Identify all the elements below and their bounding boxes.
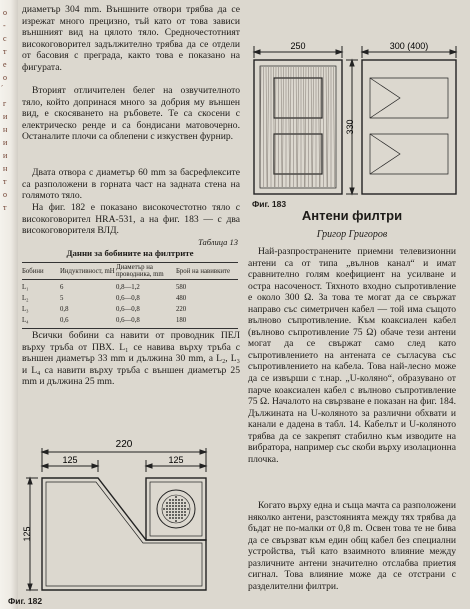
margin-mark: н — [3, 125, 8, 134]
fig183-dim-depth: 300 (400) — [389, 41, 429, 51]
article-author: Григор Григоров — [316, 229, 388, 240]
left-paragraph-1: диаметър 304 mm. Външните отвори трябва да се изрежат много прецизно, тъй като от това зависи външният вид на цялото тяло. Средночестотният високоговорител задължително трябва да се отдели от басовия с преграда, както това е показано на фигурата. — [22, 4, 240, 73]
fig182-dim-right: 125 — [168, 455, 184, 465]
article-title: Антени филтри — [301, 208, 403, 223]
margin-mark: о — [3, 8, 7, 17]
right-paragraph-2: Когато върху една и съща мачта са разположени няколко антени, разстоянията между тях трябва да бъдат не по-малки от 0,8 m. Освен това те не бива да се свързват към един общ кабел без специални устройства, тъй като взаимното влияние между различните антени значително отслабва приетия сигнал. Това влияние може да се отстрани с разделителни филтри. — [248, 500, 456, 592]
table-cell: L₃ — [22, 306, 29, 313]
margin-mark: и — [3, 112, 8, 121]
table-cell: L₁ — [22, 284, 29, 291]
margin-mark: и — [3, 138, 8, 147]
left-paragraph-2: Вторият отличителен белег на озвучителното тяло, който допринася много за добрия му външен вид, е скосяването на ръбовете. Те са скосени с електрическо ренде и са бондисани матовочерно. Останалите плочи са облепени с изкуствен фурнир. — [22, 85, 240, 143]
margin-mark: о — [3, 73, 7, 82]
figure-182-drawing — [6, 430, 242, 598]
left-paragraph-4: На фиг. 182 е показано високочестотно тяло с високоговорител HRA-531, а на фиг. 183 — с два високоговорителя ВЛД. — [22, 202, 240, 237]
table-cell: 0,6—0,8 — [116, 306, 140, 313]
table-cell: 0,8—1,2 — [116, 284, 140, 291]
table-header-cell: Диаметър на проводника, mm — [116, 264, 164, 278]
margin-mark: е — [3, 60, 7, 69]
margin-mark: т — [3, 203, 7, 212]
figure-183-drawing — [250, 38, 462, 200]
fig182-dim-top: 125 — [62, 455, 78, 465]
table-header-cell: Индуктивност, mH — [60, 267, 115, 275]
left-paragraph-3: Двата отвора с диаметър 60 mm за басрефлексите са разположени в горната част на задната стена на голямото тяло. — [22, 167, 240, 202]
table-label: Таблица 13 — [198, 237, 238, 247]
fig182-dim-height: 125 — [22, 526, 32, 542]
table-title: Данни за бобините на филтрите — [66, 248, 194, 258]
table-header-row — [22, 262, 238, 280]
margin-mark: с — [3, 34, 7, 43]
margin-mark: т — [3, 47, 7, 56]
table-cell: 220 — [176, 306, 187, 313]
table-header-cell: Бобини — [22, 267, 44, 275]
margin-mark: - — [3, 21, 6, 30]
table-header-cell: Брой на навивките — [176, 267, 231, 275]
table-cell: L₂ — [22, 295, 29, 302]
table-cell: 5 — [60, 295, 64, 302]
table-cell: 180 — [176, 317, 187, 324]
margin-mark: г — [3, 99, 7, 108]
fig183-dim-width: 250 — [290, 41, 306, 51]
margin-mark: н — [3, 164, 8, 173]
left-paragraph-5: Всички бобини са навити от проводник ПЕЛ върху тръба от ПВХ. L₁ се навива върху тръба с външен диаметър 33 mm и дължина 30 mm, а L₂, L₃ и L₄ са навити върху тръба с външен диаметър 25 mm и дължина 25 mm. — [22, 330, 240, 388]
table-row — [22, 293, 238, 304]
table-row — [22, 304, 238, 315]
table-cell: 580 — [176, 284, 187, 291]
figure-183-caption: Фиг. 183 — [252, 199, 287, 209]
margin-mark: т — [3, 177, 7, 186]
table-cell: 6 — [60, 284, 64, 291]
table-cell: 480 — [176, 295, 187, 302]
table-cell: L₄ — [22, 317, 29, 324]
figure-182-caption: Фиг. 182 — [8, 596, 43, 606]
table-cell: 0,6—0,8 — [116, 295, 140, 302]
table-cell: 0,8 — [60, 306, 69, 313]
table-cell: 0,6 — [60, 317, 69, 324]
coil-data-table — [22, 262, 238, 329]
table-row — [22, 315, 238, 326]
table-cell: 0,6—0,8 — [116, 317, 140, 324]
table-row — [22, 282, 238, 293]
margin-mark: о — [3, 190, 7, 199]
fig182-dim-total: 220 — [115, 439, 133, 450]
margin-mark: и — [3, 151, 8, 160]
table-body — [22, 280, 238, 329]
right-paragraph-1: Най-разпространените приемни телевизионни антени са от типа „вълнов канал“ и имат сравнително голям коефициент на усилване и остра насоченост. Тяхното входно съпротивление е около 300 Ω. За това те могат да се свържат направо със симетричен кабел — той има същото вълново съпротивление. Към коаксиален кабел (вълново съпротивление 75 Ω) обаче тези антени могат да се свържат само след като съпротивлението на антената се съгласува със съпротивлението на кабела. Това най-лесно може да се извърши с т.нар. „U-коляно“, образувано от парче коаксиален кабел с вълново съпротивление 75 Ω. Началото на свързване е показан на фиг. 184. Дължината на U-коляното за различни обхвати и канали е дадена в табл. 14. Кабелът и U-коляното трябва да се закрепят стабилно към изводите на вибратора, например със скоби върху изолационна плочка. — [248, 246, 456, 465]
fig183-dim-height: 330 — [345, 119, 355, 135]
